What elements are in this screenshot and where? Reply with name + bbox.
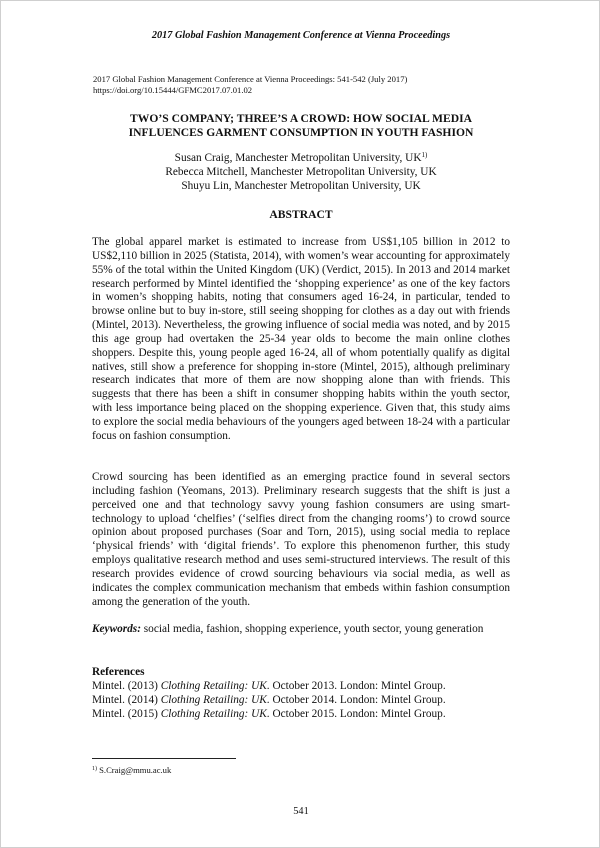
keywords-label: Keywords: <box>92 623 141 635</box>
keywords-text: social media, fashion, shopping experience, youth sector, young generation <box>140 623 484 635</box>
page-number: 541 <box>293 806 309 817</box>
reference-item <box>92 708 510 722</box>
reference-title: Clothing Retailing: UK <box>160 707 267 720</box>
title-line-1: TWO’S COMPANY; THREE’S A CROWD: HOW SOCIAL MEDIA <box>130 112 472 125</box>
keywords <box>92 623 510 637</box>
reference-item <box>92 694 510 708</box>
author-3: Shuyu Lin, Manchester Metropolitan University, UK <box>181 179 421 192</box>
reference-details: . October 2013. London: Mintel Group. <box>266 679 446 692</box>
citation-line: 2017 Global Fashion Management Conference at Vienna Proceedings: 541-542 (July 2017) <box>93 74 408 84</box>
footnote-email[interactable]: S.Craig@mmu.ac.uk <box>97 765 172 775</box>
citation-block <box>93 74 407 96</box>
reference-details: . October 2014. London: Mintel Group. <box>266 693 446 706</box>
reference-author-year: Mintel. (2014) <box>92 693 161 706</box>
footnote-divider <box>92 758 236 759</box>
author-line <box>61 152 541 166</box>
reference-title: Clothing Retailing: UK <box>160 679 267 692</box>
reference-title: Clothing Retailing: UK <box>160 693 267 706</box>
abstract-paragraph-2: Crowd sourcing has been identified as an emerging practice found in several sectors including fashion (Yeomans, 2013). Preliminary research suggests that the shift is just a perceived one and that technology savvy young fashion consumers are using smart-technology to upload ‘chelfies’ (‘selfies direct from the changing rooms’) to crowd source opinion about proposed purchases (Soar and Torn, 2015), using social media to replace ‘physical friends’ with ‘digital friends’. To explore this phenomenon further, this study employs qualitative research method and uses semi-structured interviews. The result of this research provides evidence of crowd sourcing behaviours via social media, as well as indicates the complex communication mechanism that embeds within fashion consumption among the generation of the youth. <box>92 471 510 608</box>
abstract-heading: ABSTRACT <box>269 208 333 221</box>
running-header: 2017 Global Fashion Management Conference at Vienna Proceedings <box>151 30 451 41</box>
reference-author-year: Mintel. (2013) <box>92 679 161 692</box>
footnote <box>92 765 171 775</box>
reference-item <box>92 680 510 694</box>
footnote-mark: 1) <box>92 766 97 772</box>
doi-link[interactable]: https://doi.org/10.15444/GFMC2017.07.01.02 <box>93 85 253 95</box>
abstract-paragraph-1: The global apparel market is estimated to increase from US$1,105 billion in 2012 to US$2,110 billion in 2025 (Statista, 2014), with women’s wear accounting for approximately 55% of the total within the United Kingdom (UK) (Verdict, 2015). In 2013 and 2014 market research performed by Mintel identified the ‘shopping experience’ as one of the key factors in women’s shopping habits, noting that consumers aged 16-24, in particular, tended to browse online but to buy in-store, still seeing shopping for clothes as a day out with friends (Mintel, 2013). Nevertheless, the growing influence of social media was noted, and by 2015 this age group had overtaken the 25-34 year olds to become the main online clothes shoppers. Despite this, young people aged 16-24, all of whom potentially qualify as digital natives, still show a preference for shopping in-store (Mintel, 2015), although preliminary research indicates that more of them are now shopping alone than with friends. This suggests that there has been a shift in consumer shopping habits within the youth sector, with less importance being placed on the shopping experience. Given that, this study aims to explore the social media behaviours of the youngers aged between 18-24 with a particular focus on fashion consumption. <box>92 236 510 442</box>
author-1: Susan Craig, Manchester Metropolitan University, UK <box>174 152 422 164</box>
references-section <box>92 666 510 721</box>
reference-details: . October 2015. London: Mintel Group. <box>266 707 446 720</box>
author-footnote-mark: 1) <box>421 151 428 159</box>
references-heading: References <box>92 666 145 678</box>
paper-title <box>61 112 541 140</box>
reference-author-year: Mintel. (2015) <box>92 707 161 720</box>
author-2: Rebecca Mitchell, Manchester Metropolitan University, UK <box>165 165 437 178</box>
title-line-2: INFLUENCES GARMENT CONSUMPTION IN YOUTH FASHION <box>128 126 474 139</box>
author-list <box>61 152 541 193</box>
